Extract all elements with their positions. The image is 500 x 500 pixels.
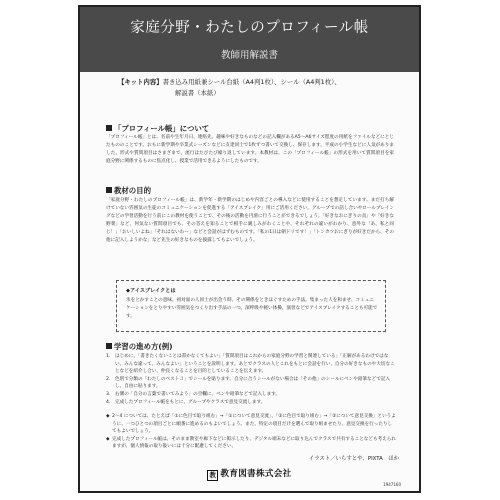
square-bullet-icon (106, 343, 112, 349)
page-title: 家庭分野・わたしのプロフィール帳 (130, 20, 369, 36)
step-text: 完成したプロフィール帳をもとに、グループやクラスで意見交流します。 (115, 399, 266, 405)
document-sheet (78, 5, 421, 493)
step-text: 右側の「自分の言葉で書いてみよう」の空欄に、ペンや鉛筆などで記入します。 (115, 391, 281, 397)
section-text-goal: 「家庭分野・わたしのプロフィール帳」は、新学年・新学期のはじめや内容ごとの導入などに使用することを想定しています。まだ打ち解けていない雰囲気の生徒のコミュニケーションを促進する「アイスブレイク」用にご活用ください。グループでの話し合いやロールプレイングなどの学習活動を行う前にこの教材を使うことで、その後の活動を円滑に行うことができるでしょう。「好きなおにぎりの具」や「好きな野菜」など、何気ない質問項目でも、その答えを知ることで相手に親しみがわくことや、それぞれの違いがわかり、意外な「あ、私と同じ！」「おいしいよね」「それはないわー」などと会話がはずむものです。「私の1日は朝ドリです！」「トンカツおにぎりが好きだから、その他に記入しようかな」など先生の好きなものを披露してもよいでしょう。 (106, 198, 394, 243)
note-text: 完成したプロフィール帳は、そのまま教室や廊下などに掲示したり、デジタル端末などに取り込んでクラスで共有することなども考えられますが、個人情報の取り扱いには十分に配慮してください。 (112, 436, 396, 450)
section-heading-goal (106, 185, 151, 196)
section-heading-steps (106, 341, 173, 352)
section-heading-text: 学習の進め方(例) (114, 342, 173, 351)
page-subtitle: 教師用解説書 (220, 50, 278, 61)
list-item (106, 399, 396, 407)
list-item (106, 353, 396, 376)
square-bullet-icon (106, 125, 112, 131)
kit-contents (118, 77, 378, 99)
section-heading-profile (106, 123, 209, 134)
list-item (106, 391, 396, 399)
illustration-credit: イラスト／いらすとや、PIXTA ほか (308, 456, 399, 462)
publisher-logo-icon: 教 (207, 470, 218, 481)
step-number: 4. (106, 399, 111, 405)
section-heading-text: 「プロフィール帳」について (114, 124, 210, 133)
note-text: 2～4 については、たとえば「①に色目で取り組む」→「①について意見交流」、「②に色目で取り組む」→「②について意見交換」というように、一つひとつの項目ごとに順番に進めるのもよいでしょう。また、特定の項目だけを選んで取り組ませたり、意見交換を行ったりしてもよいでしょう。 (112, 414, 396, 435)
section-text-profile: 「プロフィール帳」とは、名前や生年月日、連絡先、趣味や好きなものなどの記入欄があるA5～A6サイズ程度の用紙をファイルなどにとじたもののことです。おもに新学期や卒業式シーズンなどに友達同士で1枚ずつ書いて交換し、保存します。平成の小学生などに人気がありました。形式や質問項目はさまざまで、流行はたびたび繰り返しています。本教材は、この「プロフィール帳」の形式を用いて質問項目を家庭分野に関係するものに焦点化し、授業で活用できるようにしたものです。 (106, 135, 394, 164)
step-text: 色別で分類の「わたしのベスト３」でシールを貼ります。自分に合うシールがない場合は「その他」のシールにペンや鉛筆などで記入し、自由に貼ります。 (115, 376, 390, 390)
step-number: 2. (106, 376, 111, 382)
kit-label: 【キット内容】 (118, 78, 163, 86)
publisher (80, 467, 419, 481)
publisher-name: 教育図書株式会社 (220, 469, 292, 479)
list-item (106, 436, 396, 451)
header-band (80, 7, 419, 72)
ice-break-box (116, 280, 386, 332)
list-item (106, 376, 396, 391)
section-heading-text: 教材の目的 (114, 186, 151, 195)
list-item (106, 413, 396, 436)
product-code: 1947160 (383, 482, 401, 487)
step-text: はじめに、「書きたくないことは書かなくてもよい」「質問項目はこれからの家庭分野の学習と関連している」「正解があるわけではない、みんな違って、みんなよい」ということを説明します。あとでクラスの人とこれをもとに会話を行い、自分の好きなものや大切なことなどを紹介し合い、仲良くなることを目的としていることを伝えます。 (115, 354, 395, 375)
ice-break-text: 氷をとかすことの意味。初対面の人同士が出会う時、その関係をときほぐすための手法。集まった人を和ませ、コミュニケーションをとりやすい雰囲気をつくり出す手法の一つ。深呼吸や軽い体操、演習などでアイスブレイクすることも可能です。 (126, 298, 378, 319)
kit-line-1: 書き込み用紙兼シール台紙（A4判1枚）、シール（A4判1枚）、 (162, 78, 341, 86)
diamond-bullet-icon: ◆ (106, 414, 110, 419)
step-number: 3. (106, 391, 111, 397)
square-bullet-icon (106, 187, 112, 193)
kit-line-2: 解説書（本紙） (175, 89, 220, 97)
notes-list (106, 413, 396, 451)
step-number: 1. (106, 354, 111, 359)
ice-break-title: ◆アイスブレイクとは (126, 288, 176, 294)
diamond-bullet-icon: ◆ (106, 436, 110, 442)
steps-list (106, 353, 396, 406)
